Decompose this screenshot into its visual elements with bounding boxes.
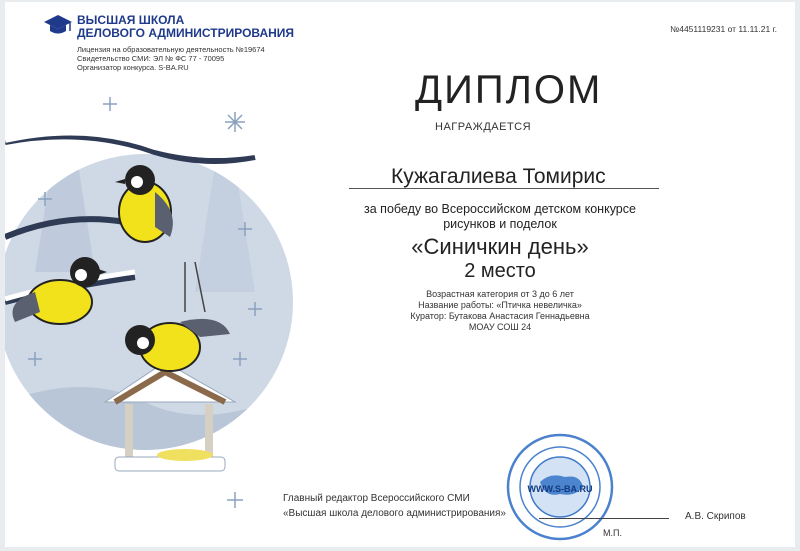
school: МОАУ СОШ 24	[468, 322, 532, 332]
document-number: №4451119231 от 11.11.21 г.	[670, 24, 777, 34]
stamp-text: WWW.S-BA.RU	[527, 484, 593, 494]
organizer-text: Организатор конкурса. S-BA.RU	[77, 63, 189, 72]
place-awarded: 2 место	[464, 260, 536, 282]
graduation-cap-icon	[43, 14, 73, 36]
recipient-underline	[349, 188, 659, 189]
editor-line2: «Высшая школа делового администрирования»	[283, 508, 506, 519]
org-name-line1: ВЫСШАЯ ШКОЛА	[77, 13, 185, 27]
winter-tits-illustration	[5, 72, 295, 547]
media-cert-text: Свидетельство СМИ: ЭЛ № ФС 77 - 70095	[77, 54, 225, 63]
work-title: Название работы: «Птичка невеличка»	[418, 300, 582, 310]
signature-line	[539, 518, 669, 519]
seal-label: М.П.	[603, 528, 622, 538]
org-name	[77, 14, 294, 40]
editor-line1: Главный редактор Всероссийского СМИ	[283, 493, 470, 504]
license-text: Лицензия на образовательную деятельность №19674	[77, 45, 265, 54]
contest-name: «Синичкин день»	[411, 234, 589, 259]
awarded-label: НАГРАЖДАЕТСЯ	[435, 121, 532, 133]
age-category: Возрастная категория от 3 до 6 лет	[426, 289, 574, 299]
recipient-name: Кужагалиева Томирис	[391, 165, 606, 188]
contest-line1: за победу во Всероссийском детском конкурсе	[364, 202, 636, 216]
diploma-page	[5, 2, 795, 547]
contest-line2: рисунков и поделок	[443, 217, 557, 231]
org-name-line2: ДЕЛОВОГО АДМИНИСТРИРОВАНИЯ	[77, 26, 295, 40]
organization-stamp	[505, 432, 615, 542]
signer-name: А.В. Скрипов	[685, 511, 746, 522]
curator: Куратор: Бутакова Анастасия Геннадьевна	[410, 311, 590, 321]
diploma-title: ДИПЛОМ	[415, 68, 603, 112]
